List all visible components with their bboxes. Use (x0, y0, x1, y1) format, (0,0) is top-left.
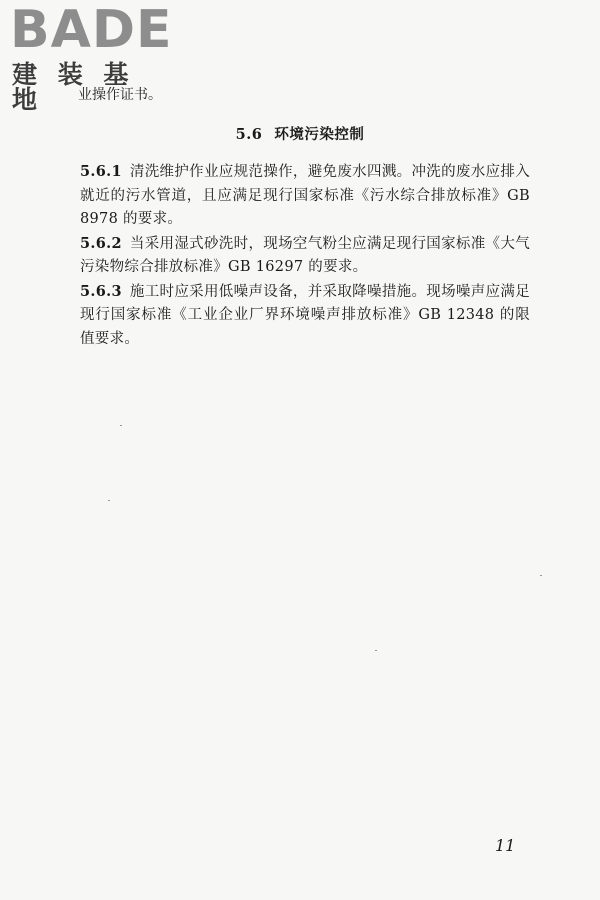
scan-speck (108, 500, 110, 501)
clause-5-6-1 (80, 160, 530, 232)
clause-number: 5.6.1 (80, 163, 122, 180)
page-number: 11 (495, 836, 516, 855)
scan-speck (120, 425, 122, 426)
clause-5-6-3 (80, 280, 530, 352)
watermark-logo-text: BADE (10, 0, 173, 60)
clause-text: 施工时应采用低噪声设备，并采取降噪措施。现场噪声应满足现行国家标准《工业企业厂界环境噪声排放标准》GB 12348 的限值要求。 (80, 283, 530, 347)
section-number: 5.6 (235, 126, 263, 143)
previous-section-fragment: 业操作证书。 (78, 87, 162, 103)
clause-number: 5.6.3 (80, 282, 122, 300)
clause-5-6-2 (80, 232, 530, 280)
watermark-subtitle: 建 装 基 地 (12, 60, 135, 114)
clause-number: 5.6.2 (80, 234, 122, 252)
clause-text: 当采用湿式砂洗时，现场空气粉尘应满足现行国家标准《大气污染物综合排放标准》GB 16297 的要求。 (80, 235, 530, 275)
section-title: 环境污染控制 (274, 126, 365, 143)
clause-text: 清洗维护作业应规范操作，避免废水四溅。冲洗的废水应排入就近的污水管道，且应满足现行国家标准《污水综合排放标准》GB 8978 的要求。 (80, 164, 530, 227)
section-heading (0, 123, 600, 144)
clause-list (80, 160, 530, 351)
scan-speck (540, 575, 542, 576)
scan-speck (375, 650, 377, 651)
